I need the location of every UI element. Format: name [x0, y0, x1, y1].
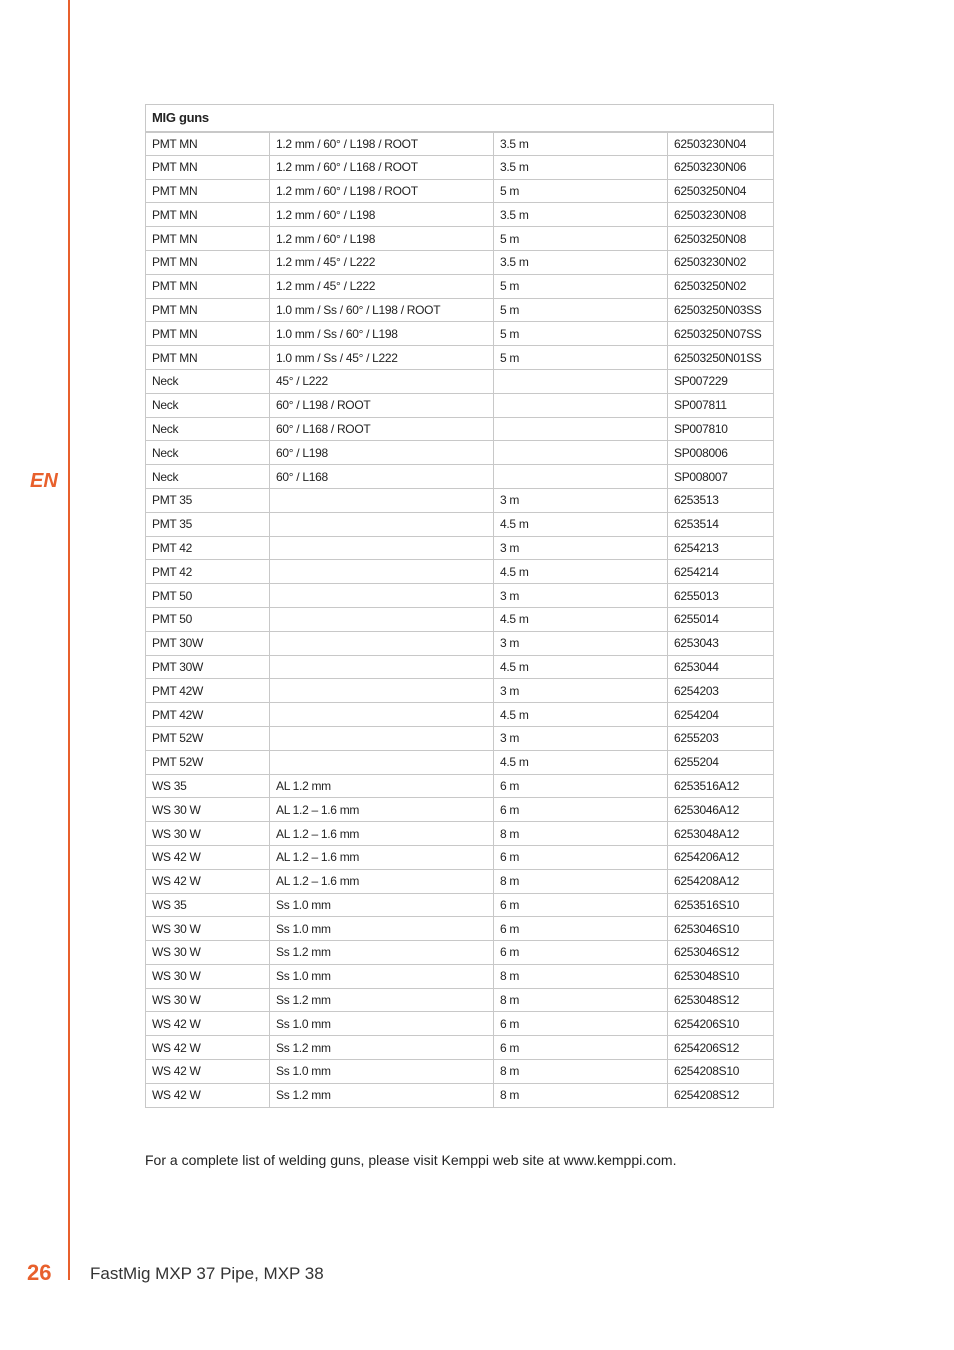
table-row: [146, 393, 774, 417]
table-row: [146, 155, 774, 179]
code-cell: 62503230N06: [668, 155, 774, 179]
model-cell: PMT 52W: [146, 726, 270, 750]
code-cell: 6255204: [668, 750, 774, 774]
code-cell: 62503230N02: [668, 250, 774, 274]
spec-cell: Ss 1.0 mm: [270, 1060, 494, 1084]
model-cell: PMT 30W: [146, 631, 270, 655]
length-cell: [494, 441, 668, 465]
model-cell: PMT MN: [146, 155, 270, 179]
spec-cell: [270, 512, 494, 536]
model-cell: WS 42 W: [146, 1012, 270, 1036]
length-cell: 3 m: [494, 679, 668, 703]
length-cell: 5 m: [494, 298, 668, 322]
code-cell: 6255203: [668, 726, 774, 750]
document-title: FastMig MXP 37 Pipe, MXP 38: [90, 1264, 324, 1283]
spec-cell: Ss 1.0 mm: [270, 964, 494, 988]
spec-cell: [270, 607, 494, 631]
spec-cell: [270, 726, 494, 750]
length-cell: 3.5 m: [494, 250, 668, 274]
length-cell: 4.5 m: [494, 703, 668, 727]
table-row: [146, 322, 774, 346]
length-cell: 8 m: [494, 964, 668, 988]
code-cell: 6254213: [668, 536, 774, 560]
length-cell: 8 m: [494, 1083, 668, 1107]
table-row: [146, 227, 774, 251]
length-cell: 3.5 m: [494, 155, 668, 179]
length-cell: 3.5 m: [494, 203, 668, 227]
model-cell: PMT MN: [146, 298, 270, 322]
length-cell: 6 m: [494, 1036, 668, 1060]
code-cell: 6253043: [668, 631, 774, 655]
model-cell: WS 30 W: [146, 917, 270, 941]
table-row: [146, 1083, 774, 1107]
code-cell: 6253048S10: [668, 964, 774, 988]
length-cell: 6 m: [494, 798, 668, 822]
model-cell: WS 42 W: [146, 869, 270, 893]
table-row: [146, 893, 774, 917]
table-row: [146, 179, 774, 203]
model-cell: PMT 50: [146, 607, 270, 631]
model-cell: Neck: [146, 393, 270, 417]
length-cell: 5 m: [494, 227, 668, 251]
spec-cell: [270, 488, 494, 512]
code-cell: 6254208S12: [668, 1083, 774, 1107]
table-row: [146, 1036, 774, 1060]
model-cell: Neck: [146, 465, 270, 489]
table-row: [146, 1060, 774, 1084]
model-cell: PMT MN: [146, 322, 270, 346]
code-cell: 6253516S10: [668, 893, 774, 917]
length-cell: 3 m: [494, 536, 668, 560]
model-cell: WS 42 W: [146, 1036, 270, 1060]
table-row: [146, 822, 774, 846]
spec-cell: 1.0 mm / Ss / 45° / L222: [270, 346, 494, 370]
table-heading: MIG guns: [146, 105, 774, 132]
spec-cell: AL 1.2 mm: [270, 774, 494, 798]
mig-guns-table: [145, 104, 774, 1108]
code-cell: SP008006: [668, 441, 774, 465]
code-cell: 62503250N01SS: [668, 346, 774, 370]
spec-cell: [270, 584, 494, 608]
table-row: [146, 679, 774, 703]
length-cell: 5 m: [494, 322, 668, 346]
table-row: [146, 703, 774, 727]
length-cell: 4.5 m: [494, 655, 668, 679]
model-cell: Neck: [146, 441, 270, 465]
model-cell: PMT MN: [146, 179, 270, 203]
model-cell: PMT MN: [146, 227, 270, 251]
code-cell: 6253048A12: [668, 822, 774, 846]
model-cell: PMT MN: [146, 203, 270, 227]
model-cell: PMT 52W: [146, 750, 270, 774]
spec-cell: 1.2 mm / 60° / L168 / ROOT: [270, 155, 494, 179]
code-cell: 6254204: [668, 703, 774, 727]
length-cell: 5 m: [494, 179, 668, 203]
table-row: [146, 250, 774, 274]
code-cell: 6254203: [668, 679, 774, 703]
code-cell: 6253516A12: [668, 774, 774, 798]
length-cell: [494, 417, 668, 441]
spec-cell: 1.2 mm / 60° / L198 / ROOT: [270, 132, 494, 156]
table-row: [146, 369, 774, 393]
spec-cell: 1.2 mm / 45° / L222: [270, 250, 494, 274]
table-row: [146, 917, 774, 941]
spec-cell: 1.0 mm / Ss / 60° / L198 / ROOT: [270, 298, 494, 322]
spec-cell: Ss 1.2 mm: [270, 1036, 494, 1060]
model-cell: PMT 42: [146, 536, 270, 560]
spec-cell: Ss 1.2 mm: [270, 1083, 494, 1107]
model-cell: WS 30 W: [146, 988, 270, 1012]
model-cell: PMT 35: [146, 512, 270, 536]
length-cell: 4.5 m: [494, 607, 668, 631]
length-cell: 4.5 m: [494, 512, 668, 536]
model-cell: PMT 42W: [146, 703, 270, 727]
code-cell: 6253046A12: [668, 798, 774, 822]
length-cell: 8 m: [494, 1060, 668, 1084]
spec-cell: 1.2 mm / 60° / L198: [270, 227, 494, 251]
code-cell: 6253046S12: [668, 941, 774, 965]
spec-cell: Ss 1.2 mm: [270, 941, 494, 965]
length-cell: 6 m: [494, 1012, 668, 1036]
spec-cell: Ss 1.2 mm: [270, 988, 494, 1012]
spec-cell: [270, 631, 494, 655]
code-cell: 6253514: [668, 512, 774, 536]
length-cell: 6 m: [494, 917, 668, 941]
model-cell: WS 30 W: [146, 822, 270, 846]
table-row: [146, 1012, 774, 1036]
table-row: [146, 869, 774, 893]
model-cell: WS 30 W: [146, 941, 270, 965]
table-row: [146, 203, 774, 227]
spec-cell: 1.2 mm / 45° / L222: [270, 274, 494, 298]
table-row: [146, 417, 774, 441]
spec-cell: AL 1.2 – 1.6 mm: [270, 798, 494, 822]
model-cell: PMT 30W: [146, 655, 270, 679]
page-number: 26: [27, 1260, 52, 1285]
code-cell: SP007810: [668, 417, 774, 441]
table-body: [146, 132, 774, 1108]
code-cell: SP008007: [668, 465, 774, 489]
spec-cell: 60° / L198 / ROOT: [270, 393, 494, 417]
code-cell: 6253046S10: [668, 917, 774, 941]
spec-cell: Ss 1.0 mm: [270, 1012, 494, 1036]
language-tag: EN: [30, 470, 58, 492]
code-cell: SP007229: [668, 369, 774, 393]
spec-cell: Ss 1.0 mm: [270, 893, 494, 917]
table-row: [146, 584, 774, 608]
model-cell: PMT MN: [146, 132, 270, 156]
table-row: [146, 988, 774, 1012]
table-header-row: [146, 105, 774, 132]
code-cell: 62503250N02: [668, 274, 774, 298]
spec-cell: [270, 750, 494, 774]
length-cell: 5 m: [494, 346, 668, 370]
code-cell: 62503230N08: [668, 203, 774, 227]
spec-cell: 1.0 mm / Ss / 60° / L198: [270, 322, 494, 346]
model-cell: Neck: [146, 369, 270, 393]
code-cell: 6254206A12: [668, 845, 774, 869]
table-row: [146, 346, 774, 370]
model-cell: WS 42 W: [146, 1060, 270, 1084]
code-cell: 6253048S12: [668, 988, 774, 1012]
model-cell: WS 30 W: [146, 798, 270, 822]
margin-rule: [68, 0, 70, 1280]
length-cell: [494, 369, 668, 393]
model-cell: WS 35: [146, 893, 270, 917]
table-row: [146, 560, 774, 584]
spec-cell: AL 1.2 – 1.6 mm: [270, 869, 494, 893]
table-row: [146, 441, 774, 465]
length-cell: 6 m: [494, 774, 668, 798]
spec-cell: [270, 655, 494, 679]
spec-cell: AL 1.2 – 1.6 mm: [270, 845, 494, 869]
model-cell: WS 35: [146, 774, 270, 798]
table-row: [146, 726, 774, 750]
length-cell: 6 m: [494, 893, 668, 917]
model-cell: WS 42 W: [146, 845, 270, 869]
length-cell: 3 m: [494, 584, 668, 608]
code-cell: 62503250N03SS: [668, 298, 774, 322]
table-row: [146, 750, 774, 774]
model-cell: WS 30 W: [146, 964, 270, 988]
table-row: [146, 774, 774, 798]
spec-cell: 60° / L198: [270, 441, 494, 465]
code-cell: 6254208A12: [668, 869, 774, 893]
length-cell: 8 m: [494, 822, 668, 846]
model-cell: PMT 35: [146, 488, 270, 512]
model-cell: PMT 50: [146, 584, 270, 608]
table-row: [146, 964, 774, 988]
code-cell: 6254214: [668, 560, 774, 584]
table-row: [146, 298, 774, 322]
table-row: [146, 132, 774, 156]
length-cell: [494, 465, 668, 489]
spec-cell: [270, 536, 494, 560]
table-row: [146, 655, 774, 679]
footnote: For a complete list of welding guns, please visit Kemppi web site at www.kemppi.com.: [145, 1152, 677, 1168]
length-cell: 3 m: [494, 631, 668, 655]
table-row: [146, 607, 774, 631]
table-row: [146, 488, 774, 512]
code-cell: 6254208S10: [668, 1060, 774, 1084]
length-cell: 3.5 m: [494, 132, 668, 156]
length-cell: 6 m: [494, 941, 668, 965]
model-cell: WS 42 W: [146, 1083, 270, 1107]
table-row: [146, 465, 774, 489]
spec-cell: 60° / L168: [270, 465, 494, 489]
code-cell: 62503250N07SS: [668, 322, 774, 346]
length-cell: 8 m: [494, 988, 668, 1012]
code-cell: 62503250N04: [668, 179, 774, 203]
code-cell: 6253044: [668, 655, 774, 679]
spec-cell: 1.2 mm / 60° / L198: [270, 203, 494, 227]
table-row: [146, 536, 774, 560]
model-cell: PMT MN: [146, 274, 270, 298]
model-cell: Neck: [146, 417, 270, 441]
model-cell: PMT 42W: [146, 679, 270, 703]
model-cell: PMT MN: [146, 346, 270, 370]
spec-cell: [270, 679, 494, 703]
spec-cell: Ss 1.0 mm: [270, 917, 494, 941]
length-cell: 3 m: [494, 726, 668, 750]
table-row: [146, 512, 774, 536]
code-cell: 6254206S12: [668, 1036, 774, 1060]
length-cell: 4.5 m: [494, 750, 668, 774]
spec-cell: [270, 560, 494, 584]
length-cell: [494, 393, 668, 417]
model-cell: PMT 42: [146, 560, 270, 584]
code-cell: 6253513: [668, 488, 774, 512]
code-cell: SP007811: [668, 393, 774, 417]
spec-cell: 60° / L168 / ROOT: [270, 417, 494, 441]
code-cell: 6254206S10: [668, 1012, 774, 1036]
table-row: [146, 798, 774, 822]
length-cell: 4.5 m: [494, 560, 668, 584]
spec-cell: AL 1.2 – 1.6 mm: [270, 822, 494, 846]
spec-cell: [270, 703, 494, 727]
table-row: [146, 941, 774, 965]
length-cell: 8 m: [494, 869, 668, 893]
table-row: [146, 631, 774, 655]
spec-cell: 45° / L222: [270, 369, 494, 393]
code-cell: 62503250N08: [668, 227, 774, 251]
length-cell: 5 m: [494, 274, 668, 298]
code-cell: 62503230N04: [668, 132, 774, 156]
code-cell: 6255014: [668, 607, 774, 631]
length-cell: 3 m: [494, 488, 668, 512]
table-row: [146, 274, 774, 298]
code-cell: 6255013: [668, 584, 774, 608]
table-row: [146, 845, 774, 869]
model-cell: PMT MN: [146, 250, 270, 274]
spec-cell: 1.2 mm / 60° / L198 / ROOT: [270, 179, 494, 203]
length-cell: 6 m: [494, 845, 668, 869]
